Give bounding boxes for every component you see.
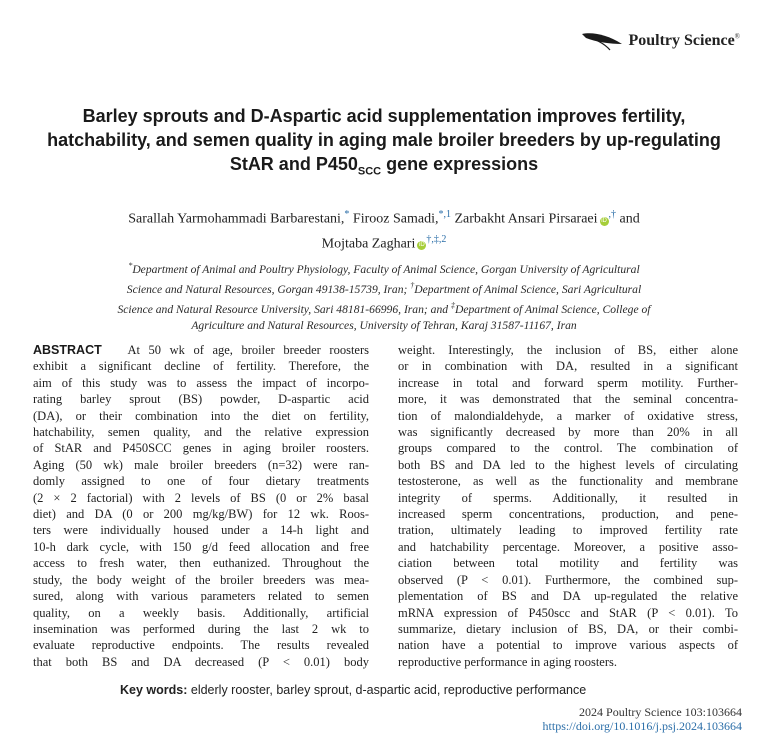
author-name: Firooz Samadi, [352,211,439,227]
abstract-line: plementation of BS and DA up-regulated the relative [398,589,738,604]
abstract-line: was significantly decreased by more than 20% in all [398,425,738,440]
title-line: hatchability, and semen quality in aging male broiler breeders by up-regulating [47,130,721,150]
abstract-line: (2 × 2 factorial) with 2 levels of BS (0 or 2% basal [33,490,369,505]
abstract-line: groups compared to the control. The combination of [398,441,738,456]
abstract-line: that both BS and DA decreased (P < 0.01) body [33,654,369,669]
abstract-right-column [398,342,738,670]
abstract-left-column [33,342,369,670]
orcid-icon[interactable]: iD [601,217,607,224]
keywords-label: Key words: [120,683,188,697]
author-name: Sarallah Yarmohammadi Barbarestani, [128,211,345,227]
abstract-line: testosterone, as well as the functionality and membrane [398,474,738,489]
journal-name: Poultry Science® [628,32,740,49]
orcid-icon[interactable]: iD [419,242,425,249]
abstract-line: study, the body weight of the broiler breeders was mea- [33,572,369,587]
abstract-line: Aging (50 wk) male broiler breeders (n=32) were ran- [33,457,369,472]
author-name: Zarbakht Ansari Pirsaraei [454,211,598,227]
author-list: Sarallah Yarmohammadi Barbarestani,* Firooz Samadi,$^{*,1}$ Zarbakht Ansari Pirsaraei iD,† and Mojtaba Zaghari $iD^{\dagger,\ddagger,2}$ [128,209,640,252]
abstract-line: reproductive performance in aging roosters. [398,654,618,669]
keywords [120,683,586,697]
abstract-line: increase in total and forward sperm motility. Further- [398,375,738,390]
abstract-line: integrity of sperms. Additionally, it resulted in [398,490,738,505]
abstract-line: 10-h dark cycle, with 150 g/d feed allocation and free [33,539,369,554]
abstract-line: access to fresh water, then euthanized. Throughout the [33,556,369,571]
abstract-line: tration, ultimately leading to improved fertility rate [398,523,738,538]
abstract-line: ters were individually housed under a 14-h light and [33,523,369,538]
abstract-line: exhibit a significant decline of fertility. Therefore, the [33,359,369,374]
abstract-line: aim of this study was to assess the impact of incorpo- [33,375,369,390]
keywords-text: elderly rooster, barley sprout, d-aspartic acid, reproductive performance [190,683,587,697]
abstract-line: more, it was demonstrated that the seminal concentra- [398,392,738,407]
abstract-line: quality, on a weekly basis. Additionally, artificial [33,605,369,620]
title-line: Barley sprouts and D-Aspartic acid supplementation improves fertility, [82,106,686,126]
abstract-line: domly assigned to one of four dietary treatments [33,474,369,489]
article-title [20,104,748,184]
journal-logo [580,30,740,52]
abstract-line: ABSTRACT At 50 wk of age, broiler breeder roosters [33,343,369,357]
abstract-line: and hatchability percentage. Moreover, a positive asso- [398,539,738,554]
abstract-line: (DA), or their combination into the diet on fertility, [33,408,369,423]
journal-citation [543,705,742,733]
citation-text: 2024 Poultry Science 103:103664 [579,705,742,719]
abstract-line: mRNA expression of P450scc and StAR (P < 0.01). To [398,605,738,620]
abstract-line: hatchability, semen quality, and the relative expression [33,425,369,440]
abstract-heading: ABSTRACT [33,343,102,357]
abstract-line: of StAR and P450SCC genes in aging broiler roosters. [33,441,369,456]
abstract-line: rating barley sprout (BS) powder, D-aspartic acid [33,392,369,407]
abstract-line: nation have a potential to improve various aspects of [398,638,738,653]
abstract-line: weight. Interestingly, the inclusion of BS, either alone [398,343,738,357]
doi-link[interactable]: https://doi.org/10.1016/j.psj.2024.103664 [542,719,742,733]
abstract-line: evaluate reproductive endpoints. The results revealed [33,638,369,653]
affiliations: *Department of Animal and Poultry Physiology, Faculty of Animal Science, Gorgan University of Agricultural Science and Natural Resources, Gorgan 49138-15739, Iran; †Department of Animal Science, Sari Agricultural Science and Natural Resource University, Sari 48181-66996, Iran; and ‡Department of Animal Science, College of Agriculture and Natural Resources, University of Tehran, Karaj 31587-11167, Iran [117,261,651,332]
abstract-line: insemination was performed during the last 2 wk to [33,621,369,636]
abstract-line: increased sperm concentrations, production, and pene- [398,507,738,522]
abstract-line: tion of malondialdehyde, a marker of oxidative stress, [398,408,738,423]
abstract-line: sured, along with various parameters related to semen [33,589,369,604]
abstract-line: or in combination with DA, resulted in a significant [398,359,738,374]
feather-icon [580,30,624,52]
author-name: Mojtaba Zaghari [321,236,416,252]
abstract-line: both BS and DA led to the highest levels of circulating [398,457,738,472]
abstract-line: ciation between total motility and fertility was [398,556,738,571]
abstract-line: summarize, dietary inclusion of BS, DA, or their combi- [398,621,738,636]
abstract-line: observed (P < 0.01). Furthermore, the combined sup- [398,572,738,587]
title-line: StAR and $P450_{SCC}$ gene expressions [229,154,539,178]
abstract-line: diet) and DA (0 or 200 mg/kg/BW) for 12 wk. Roos- [33,507,369,522]
